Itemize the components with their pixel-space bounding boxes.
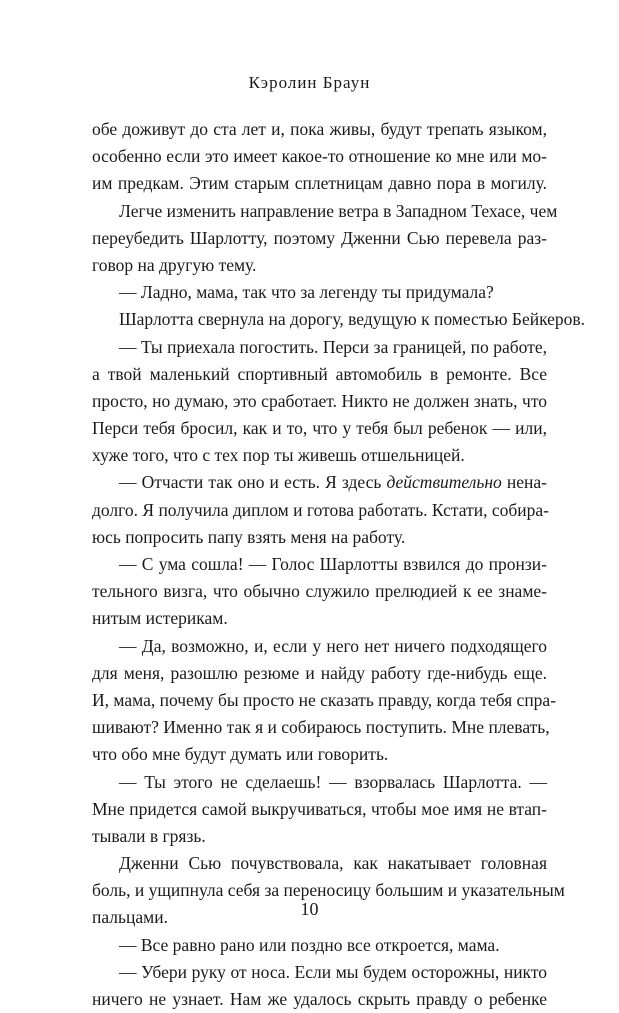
body-text	[92, 116, 586, 1013]
text-line: переубедить Шарлотту, поэтому Дженни Сью перевела раз-	[92, 227, 547, 248]
text-line: тельного визга, что обычно служило прелюдией к ее знаме-	[92, 581, 547, 602]
text-line: юсь попросить папу взять меня на работу.	[92, 526, 406, 547]
running-head-author: Кэролин Браун	[248, 73, 371, 92]
text-line: Шарлотта свернула на дорогу, ведущую к поместью Бейкеров.	[119, 309, 586, 330]
text-line: для меня, разошлю резюме и найду работу где-нибудь еще.	[92, 662, 547, 683]
text-line: — Ты приехала погостить. Перси за границей, по работе,	[119, 336, 547, 357]
text-line: ничего не узнает. Нам же удалось скрыть правду о ребенке	[92, 989, 547, 1009]
text-line: — Ты этого не сделаешь! — взорвалась Шарлотта. —	[119, 771, 547, 792]
text-line: пальцами.	[92, 907, 168, 928]
text-line: им предкам. Этим старым сплетницам давно пора в могилу.	[92, 173, 547, 194]
text-line: говор на другую тему.	[92, 254, 257, 275]
text-line: долго. Я получила диплом и готова работать. Кстати, собира-	[92, 499, 549, 520]
text-line: — Да, возможно, и, если у него нет ничего подходящего	[119, 635, 547, 656]
text-line: Легче изменить направление ветра в Западном Техасе, чем	[119, 200, 558, 221]
text-line: И, мама, почему бы просто не сказать правду, когда тебя спра-	[92, 689, 557, 710]
text-line: нитым истерикам.	[92, 608, 228, 629]
page-number: 10	[300, 899, 319, 919]
text-line: шивают? Именно так я и собираюсь поступить. Мне плевать,	[92, 717, 550, 738]
text-line: Дженни Сью почувствовала, как накатывает головная	[119, 853, 547, 874]
text-line: что обо мне будут думать или говорить.	[92, 744, 389, 765]
text-line: особенно если это имеет какое-то отношение ко мне или мо-	[92, 146, 547, 167]
text-fragment: — Отчасти так оно и есть. Я здесь	[119, 472, 387, 493]
text-line: просто, но думаю, это сработает. Никто не должен знать, что	[92, 390, 547, 411]
text-line: боль, и ущипнула себя за переносицу большим и указательным	[92, 880, 565, 901]
text-line: — Ладно, мама, так что за легенду ты придумала?	[119, 282, 494, 303]
text-line: Мне придется самой выкручиваться, чтобы мое имя не втап-	[92, 798, 547, 819]
text-line: хуже того, что с тех пор ты живешь отшельницей.	[92, 445, 465, 466]
text-line	[92, 469, 547, 496]
text-line: а твой маленький спортивный автомобиль в ремонте. Все	[92, 363, 547, 384]
italic-emphasis: действительно	[386, 472, 502, 493]
text-line: — Убери руку от носа. Если мы будем осторожны, никто	[119, 961, 547, 982]
text-line: — С ума сошла! — Голос Шарлотты взвился до пронзи-	[119, 554, 547, 574]
text-line: обе доживут до ста лет и, пока живы, будут трепать языком,	[92, 119, 547, 139]
text-fragment: нена-	[501, 472, 547, 493]
text-line: Перси тебя бросил, как и то, что у тебя был ребенок — или,	[92, 418, 547, 439]
text-line: — Все равно рано или поздно все откроется, мама.	[119, 934, 500, 955]
text-line: тывали в грязь.	[92, 825, 206, 846]
